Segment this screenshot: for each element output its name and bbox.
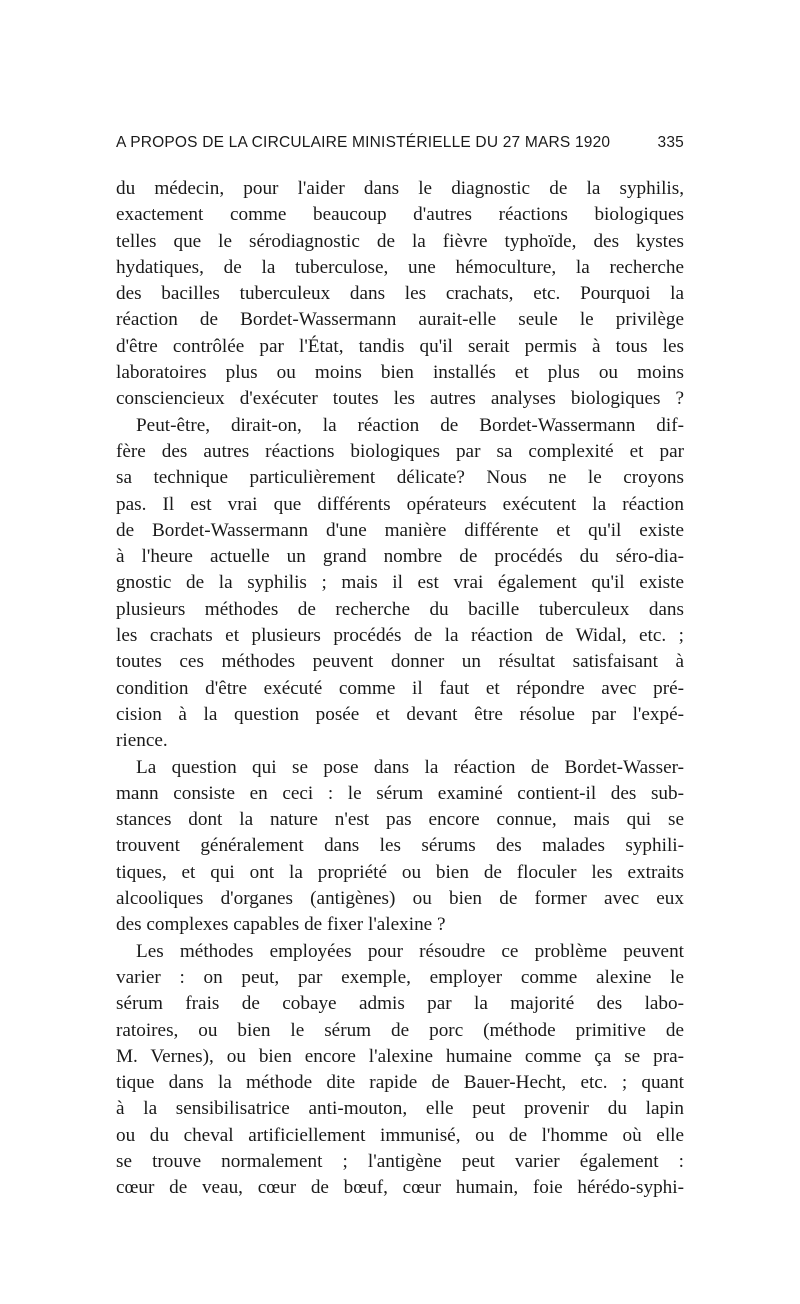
text-line: toutes ces méthodes peuvent donner un résultat satisfaisant à [116,651,684,673]
paragraph-start-line: La question qui se pose dans la réaction de Bordet-Wasser- [136,756,684,778]
text-line: réaction de Bordet-Wassermann aurait-elle seule le privilège [116,309,684,331]
text-line: les crachats et plusieurs procédés de la réaction de Widal, etc. ; [116,625,684,647]
text-line: alcooliques d'organes (antigènes) ou bien de former avec eux [116,888,684,910]
text-line: trouvent généralement dans les sérums des malades syphili- [116,835,684,857]
text-line: sérum frais de cobaye admis par la majorité des labo- [116,993,684,1015]
text-line: plusieurs méthodes de recherche du bacille tuberculeux dans [116,598,684,620]
text-line: d'être contrôlée par l'État, tandis qu'il serait permis à tous les [116,335,684,357]
paragraph-start-line: Peut-être, dirait-on, la réaction de Bordet-Wassermann dif- [136,414,684,436]
text-line: stances dont la nature n'est pas encore connue, mais qui se [116,809,684,831]
text-line: de Bordet-Wassermann d'une manière différente et qu'il existe [116,519,684,541]
text-line: varier : on peut, par exemple, employer comme alexine le [116,966,684,988]
text-line: mann consiste en ceci : le sérum examiné contient-il des sub- [116,782,684,804]
text-line: cœur de veau, cœur de bœuf, cœur humain, foie hérédo-syphi- [116,1177,684,1199]
text-line: telles que le sérodiagnostic de la fièvre typhoïde, des kystes [116,230,684,252]
text-line: consciencieux d'exécuter toutes les autres analyses biologiques ? [116,388,684,410]
text-line: exactement comme beaucoup d'autres réactions biologiques [116,204,684,226]
text-line: pas. Il est vrai que différents opérateurs exécutent la réaction [116,493,684,515]
text-line: M. Vernes), ou bien encore l'alexine humaine comme ça se pra- [116,1045,684,1067]
text-line: se trouve normalement ; l'antigène peut varier également : [116,1150,684,1172]
page-number: 335 [657,134,684,151]
paragraph-end-line: des complexes capables de fixer l'alexine ? [116,914,446,936]
text-line: ou du cheval artificiellement immunisé, ou de l'homme où elle [116,1124,684,1146]
text-line: à l'heure actuelle un grand nombre de procédés du séro-dia- [116,546,684,568]
text-line: à la sensibilisatrice anti-mouton, elle peut provenir du lapin [116,1098,684,1120]
text-line: fère des autres réactions biologiques par sa complexité et par [116,440,684,462]
text-line: des bacilles tuberculeux dans les crachats, etc. Pourquoi la [116,283,684,305]
book-page [116,134,684,1202]
paragraph-end-line: rience. [116,730,168,752]
text-line: cision à la question posée et devant être résolue par l'expé- [116,703,684,725]
text-line: ratoires, ou bien le sérum de porc (méthode primitive de [116,1019,684,1041]
text-line: condition d'être exécuté comme il faut et répondre avec pré- [116,677,684,699]
body-text [116,176,684,1202]
text-line: sa technique particulièrement délicate? Nous ne le croyons [116,467,684,489]
paragraph-start-line: Les méthodes employées pour résoudre ce problème peuvent [136,940,684,962]
text-line: laboratoires plus ou moins bien installés et plus ou moins [116,362,684,384]
running-title: A PROPOS DE LA CIRCULAIRE MINISTÉRIELLE DU 27 MARS 1920 [116,134,611,151]
text-line: du médecin, pour l'aider dans le diagnostic de la syphilis, [116,178,684,199]
running-header [116,134,684,162]
text-line: tiques, et qui ont la propriété ou bien de floculer les extraits [116,861,684,883]
text-line: tique dans la méthode dite rapide de Bauer-Hecht, etc. ; quant [116,1072,684,1094]
text-line: gnostic de la syphilis ; mais il est vrai également qu'il existe [116,572,684,594]
text-line: hydatiques, de la tuberculose, une hémoculture, la recherche [116,256,684,278]
